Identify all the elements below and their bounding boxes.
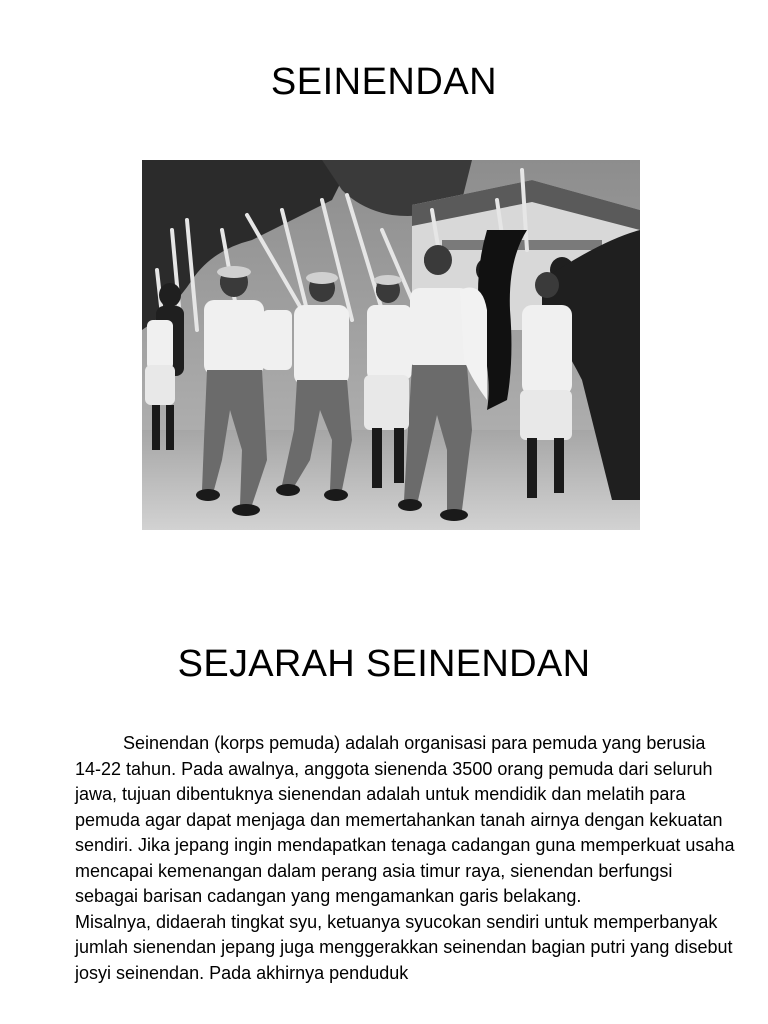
paragraph-2: Misalnya, didaerah tingkat syu, ketuanya syucokan sendiri untuk memperbanyak jumlah sienendan jepang juga menggerakkan seinendan bagian putri yang disebut josyi seinendan. Pada akhirnya penduduk: [75, 911, 733, 983]
section-title: SEJARAH SEINENDAN: [177, 643, 591, 685]
slide-title: SEINENDAN: [270, 61, 498, 103]
historical-photo: [142, 160, 640, 530]
paragraph-1: Seinendan (korps pemuda) adalah organisasi para pemuda yang berusia 14-22 tahun. Pada awalnya, anggota sienenda 3500 orang pemuda dari seluruh jawa, tujuan dibentuknya sienendan adalah untuk mendidik dan melatih para pemuda agar dapat menjaga dan memertahankan tanah airnya dengan kekuatan sendiri. Jika jepang ingin mendapatkan tenaga cadangan guna memperkuat usaha mencapai kemenangan dalam perang asia timur raya, sienendan berfungsi sebagai barisan cadangan yang mengamankan garis belakang.: [75, 733, 735, 906]
body-text: [75, 731, 735, 986]
marching-youth-photo-icon: [142, 160, 640, 530]
